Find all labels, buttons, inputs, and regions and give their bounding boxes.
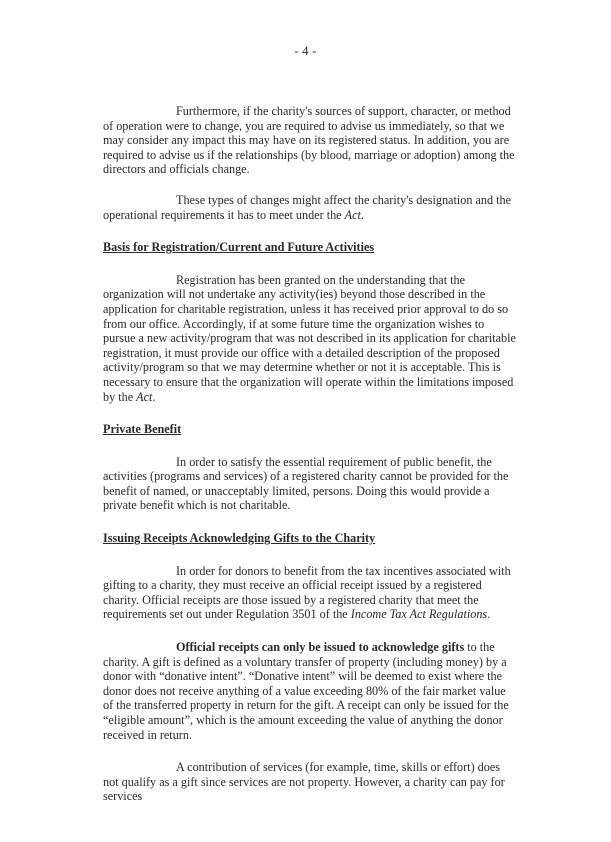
page-number: - 4 - <box>294 44 317 58</box>
paragraph-registration-understanding <box>103 273 518 404</box>
heading-private-benefit: Private Benefit <box>103 422 182 437</box>
paragraph-official-receipts-text: to the charity. A gift is defined as a voluntary transfer of property (including money) by a donor with “donative intent”. “Donative intent” will be deemed to exist where the donor does not receive anything of a value exceeding 80% of the fair market value of the transferred property in return for the gift. A receipt can only be issued for the “eligible amount”, which is the amount exceeding the value of anything the donor received in return. <box>103 640 509 742</box>
paragraph-designation <box>103 193 518 222</box>
official-receipts-emphasis: Official receipts can only be issued to acknowledge gifts <box>176 640 465 655</box>
regulations-reference: Income Tax Act Regulations <box>350 607 488 622</box>
paragraph-change-notice: Furthermore, if the charity's sources of support, character, or method of operation were to change, you are required to advise us immediately, so that we may consider any impact this may have on its registered status. In addition, you are required to advise us if the relationships (by blood, marriage or adoption) among the directors and officials change. <box>103 104 515 177</box>
act-reference: Act <box>136 389 153 404</box>
paragraph-designation-end: . <box>360 207 364 222</box>
paragraph-designation-text: These types of changes might affect the charity's designation and the operational requirements it has to meet under the <box>103 192 511 222</box>
paragraph-contribution-of-services: A contribution of services (for example, time, skills or effort) does not qualify as a gift since services are not property. However, a charity can pay for services <box>103 760 505 804</box>
heading-issuing-receipts: Issuing Receipts Acknowledging Gifts to the Charity <box>103 531 376 546</box>
act-reference: Act <box>344 207 361 222</box>
paragraph-private-benefit: In order to satisfy the essential requirement of public benefit, the activities (programs and services) of a registered charity cannot be provided for the benefit of named, or unacceptably limited, persons. Doing this would provide a private benefit which is not charitable. <box>103 454 509 513</box>
paragraph-official-receipts <box>103 640 518 742</box>
paragraph-tax-incentives <box>103 564 518 622</box>
paragraph-registration-text: Registration has been granted on the understanding that the organization will not undertake any activity(ies) beyond those described in the application for charitable registration, unless it has received prior approval to do so from our office. Accordingly, if at some future time the organization wishes to pursue a new activity/program that was not described in its application for charitable registration, it must provide our office with a detailed description of the proposed activity/program so that we may determine whether or not it is acceptable. This is necessary to ensure that the organization will operate within the limitations imposed by the <box>103 272 516 404</box>
paragraph-tax-incentives-end: . <box>487 607 491 622</box>
letter-body <box>103 104 518 804</box>
paragraph-registration-end: . <box>152 389 156 404</box>
paragraph-tax-incentives-text: In order for donors to benefit from the tax incentives associated with gifting to a charity, they must receive an official receipt issued by a registered charity. Official receipts are those issued by a registered charity that meet the requirements set out under Regulation 3501 of the <box>103 563 511 622</box>
heading-basis-for-registration: Basis for Registration/Current and Future Activities <box>103 240 375 255</box>
